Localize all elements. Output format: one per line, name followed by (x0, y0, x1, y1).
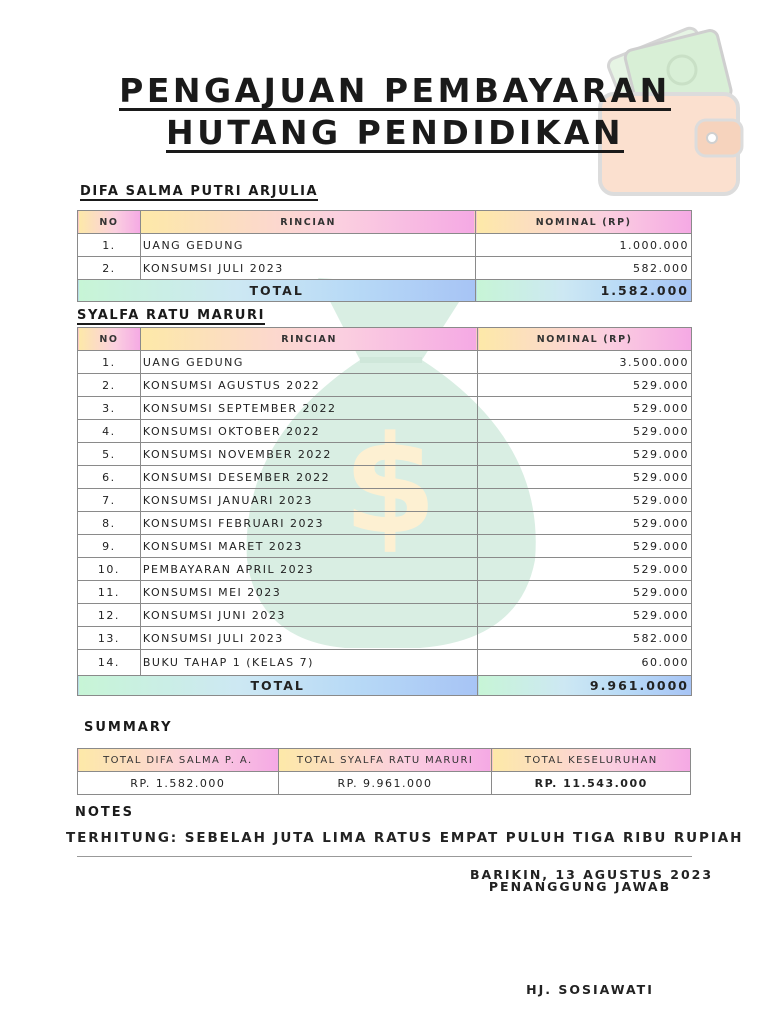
row-amount: 1.000.000 (476, 234, 692, 257)
row-no: 5. (78, 443, 141, 466)
summary-header-syalfa: TOTAL SYALFA RATU MARURI (278, 749, 492, 772)
row-item: KONSUMSI MEI 2023 (140, 581, 478, 604)
row-no: 3. (78, 397, 141, 420)
table-row (78, 535, 692, 558)
header-nominal: NOMINAL (RP) (478, 328, 692, 351)
row-no: 13. (78, 627, 141, 650)
header-nominal: NOMINAL (RP) (476, 211, 692, 234)
row-no: 6. (78, 466, 141, 489)
row-amount: 529.000 (478, 466, 692, 489)
row-amount: 529.000 (478, 420, 692, 443)
row-no: 2. (78, 374, 141, 397)
table-row (78, 558, 692, 581)
header-rincian: RINCIAN (140, 328, 478, 351)
row-item: KONSUMSI NOVEMBER 2022 (140, 443, 478, 466)
row-item: KONSUMSI DESEMBER 2022 (140, 466, 478, 489)
row-no: 4. (78, 420, 141, 443)
table-row (78, 351, 692, 374)
row-no: 9. (78, 535, 141, 558)
page-title (0, 72, 768, 153)
row-item: KONSUMSI AGUSTUS 2022 (140, 374, 478, 397)
table-row (78, 581, 692, 604)
table-row (78, 257, 692, 280)
row-amount: 529.000 (478, 443, 692, 466)
student-name-1: DIFA SALMA PUTRI ARJULIA (80, 184, 319, 199)
row-no: 1. (78, 351, 141, 374)
row-item: KONSUMSI JULI 2023 (140, 257, 475, 280)
total-row (78, 280, 692, 302)
total-row (78, 676, 692, 696)
total-label: TOTAL (78, 676, 478, 696)
row-no: 11. (78, 581, 141, 604)
debt-table-1 (77, 210, 692, 302)
summary-table (77, 748, 691, 795)
row-amount: 582.000 (478, 627, 692, 650)
student-name-2: SYALFA RATU MARURI (77, 308, 266, 323)
row-amount: 529.000 (478, 512, 692, 535)
summary-value-syalfa: RP. 9.961.000 (278, 772, 492, 795)
total-value: 1.582.000 (476, 280, 692, 302)
signature-place-date: BARIKIN, 13 AGUSTUS 2023 (470, 867, 714, 882)
table-row (78, 420, 692, 443)
row-item: UANG GEDUNG (140, 234, 475, 257)
divider (77, 856, 692, 857)
row-item: KONSUMSI SEPTEMBER 2022 (140, 397, 478, 420)
row-item: PEMBAYARAN APRIL 2023 (140, 558, 478, 581)
header-no: NO (78, 211, 141, 234)
signature-role: PENANGGUNG JAWAB (488, 879, 672, 894)
row-item: KONSUMSI MARET 2023 (140, 535, 478, 558)
total-value: 9.961.0000 (478, 676, 692, 696)
table-row (78, 627, 692, 650)
row-no: 14. (78, 650, 141, 676)
summary-value-difa: RP. 1.582.000 (78, 772, 279, 795)
notes-label: NOTES (75, 805, 135, 820)
row-amount: 529.000 (478, 374, 692, 397)
summary-header-difa: TOTAL DIFA SALMA P. A. (78, 749, 279, 772)
row-amount: 529.000 (478, 535, 692, 558)
row-no: 2. (78, 257, 141, 280)
row-amount: 529.000 (478, 489, 692, 512)
row-item: KONSUMSI OKTOBER 2022 (140, 420, 478, 443)
row-item: KONSUMSI JUNI 2023 (140, 604, 478, 627)
row-item: UANG GEDUNG (140, 351, 478, 374)
table-row (78, 234, 692, 257)
table-row (78, 489, 692, 512)
row-item: KONSUMSI JANUARI 2023 (140, 489, 478, 512)
header-rincian: RINCIAN (140, 211, 475, 234)
row-no: 8. (78, 512, 141, 535)
table-row (78, 650, 692, 676)
row-amount: 529.000 (478, 397, 692, 420)
row-no: 1. (78, 234, 141, 257)
table-row (78, 604, 692, 627)
summary-header (78, 749, 691, 772)
row-item: KONSUMSI JULI 2023 (140, 627, 478, 650)
row-amount: 3.500.000 (478, 351, 692, 374)
svg-text:$: $ (343, 407, 437, 564)
signature-name: HJ. SOSIAWATI (526, 982, 654, 997)
row-item: BUKU TAHAP 1 (KELAS 7) (140, 650, 478, 676)
summary-label: SUMMARY (84, 720, 173, 735)
row-amount: 582.000 (476, 257, 692, 280)
table-row (78, 466, 692, 489)
table-header (78, 328, 692, 351)
table-header (78, 211, 692, 234)
table-row (78, 512, 692, 535)
row-item: KONSUMSI FEBRUARI 2023 (140, 512, 478, 535)
row-no: 10. (78, 558, 141, 581)
row-no: 12. (78, 604, 141, 627)
notes-text: TERHITUNG: SEBELAH JUTA LIMA RATUS EMPAT PULUH TIGA RIBU RUPIAH (66, 830, 744, 846)
debt-table-2 (77, 327, 692, 696)
summary-header-total: TOTAL KESELURUHAN (492, 749, 691, 772)
summary-value-total: RP. 11.543.000 (492, 772, 691, 795)
row-amount: 529.000 (478, 581, 692, 604)
row-amount: 60.000 (478, 650, 692, 676)
title-line-1: PENGAJUAN PEMBAYARAN (119, 71, 671, 110)
summary-values (78, 772, 691, 795)
row-no: 7. (78, 489, 141, 512)
table-row (78, 443, 692, 466)
header-no: NO (78, 328, 141, 351)
title-line-2: HUTANG PENDIDIKAN (165, 113, 624, 152)
total-label: TOTAL (78, 280, 476, 302)
row-amount: 529.000 (478, 558, 692, 581)
table-row (78, 397, 692, 420)
row-amount: 529.000 (478, 604, 692, 627)
table-row (78, 374, 692, 397)
